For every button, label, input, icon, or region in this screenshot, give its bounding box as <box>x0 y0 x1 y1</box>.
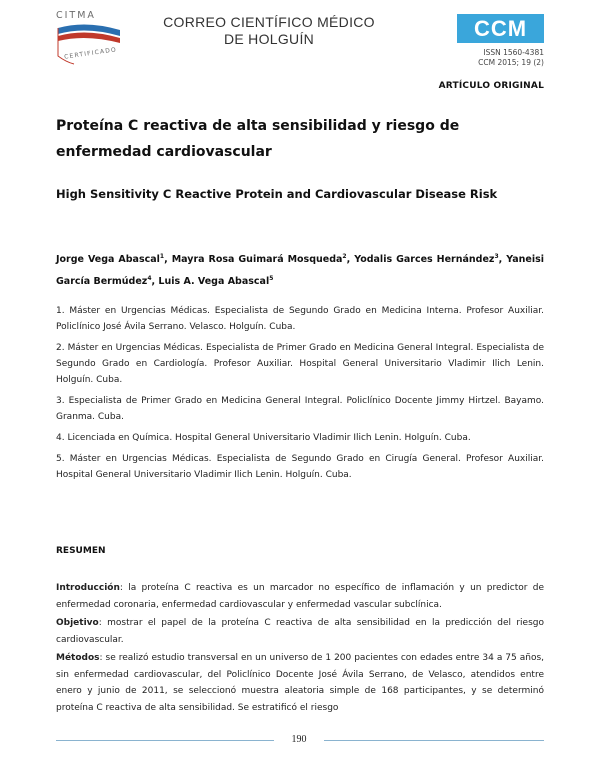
author-affiliation-marker: 5 <box>269 275 274 283</box>
abstract-body <box>56 580 544 718</box>
volume-text: CCM 2015; 19 (2) <box>478 57 544 67</box>
journal-title <box>150 14 388 48</box>
author-name: Jorge Vega Abascal <box>56 254 160 266</box>
affiliation-item: 4. Licenciada en Química. Hospital General Universitario Vladimir Ilich Lenin. Holguín. Cuba. <box>56 433 471 443</box>
logo-seal-text: CERTIFICADO <box>63 46 118 61</box>
affiliation-item: 5. Máster en Urgencias Médicas. Especialista de Segundo Grado en Cirugía General. Profesor Auxiliar. Hospital General Universitario Vladimir Ilich Lenin. Holguín. Cuba. <box>56 454 544 480</box>
affiliation-item: 2. Máster en Urgencias Médicas. Especialista de Primer Grado en Medicina General Integral. Especialista de Segundo Grado en Cardiología. Profesor Auxiliar. Hospital General Universitario Vladimir Ilich Lenin. Holguín. Cuba. <box>56 343 544 385</box>
citma-logo <box>52 10 124 66</box>
author-separator: , <box>164 254 172 266</box>
ccm-badge: CCM <box>457 14 544 43</box>
author-name: Yodalis Garces Hernández <box>354 254 495 266</box>
abstract-paragraph <box>56 580 544 613</box>
author-separator: , <box>498 254 507 266</box>
author-affiliation-marker: 1 <box>159 253 165 260</box>
logo-brand-text: CITMA <box>56 10 96 21</box>
author-separator: , <box>151 276 159 288</box>
affiliation-item: 3. Especialista de Primer Grado en Medicina General Integral. Policlínico Docente Jimmy Hirtzel. Bayamo. Granma. Cuba. <box>56 396 544 422</box>
abstract-section-label: Métodos <box>56 653 100 663</box>
abstract-section-label: Objetivo <box>56 618 99 628</box>
page-number: 190 <box>291 734 307 745</box>
abstract-section-label: Introducción <box>56 583 120 593</box>
journal-title-line1: CORREO CIENTÍFICO MÉDICO <box>163 14 375 30</box>
issn-block <box>440 48 544 67</box>
abstract-paragraph <box>56 615 544 648</box>
abstract-section-text: : se realizó estudio transversal en un universo de 1 200 pacientes con edades entre 34 a 75 años, sin enfermedad cardiovascular, del Policlínico Docente José Ávila Serrano, de Velasco, atendidos entre enero y junio de 2011, se seleccionó muestra aleatoria simple de 168 participantes, y se determinó proteína C reactiva de alta sensibilidad. Se estratificó el riesgo <box>56 653 544 713</box>
issn-text: ISSN 1560-4381 <box>483 48 544 57</box>
author-list <box>56 247 544 291</box>
footer-divider-right <box>324 740 544 741</box>
article-type: ARTÍCULO ORIGINAL <box>438 81 544 91</box>
abstract-section-text: : la proteína C reactiva es un marcador no específico de inflamación y un predictor de enfermedad coronaria, enfermedad cardiovascular y enfermedad vascular subclínica. <box>56 583 544 610</box>
affiliation-list <box>56 303 544 488</box>
author-name: Luis A. Vega Abascal <box>158 276 270 288</box>
author-name: Mayra Rosa Guimará Mosqueda <box>171 254 343 266</box>
author-affiliation-marker: 4 <box>147 275 152 283</box>
resumen-heading: RESUMEN <box>56 546 106 556</box>
journal-title-line2: DE HOLGUÍN <box>223 31 315 47</box>
author-affiliation-marker: 3 <box>494 253 499 260</box>
footer-divider-left <box>56 740 274 741</box>
title-english: High Sensitivity C Reactive Protein and Cardiovascular Disease Risk <box>56 187 498 201</box>
author-name: Yaneisi García Bermúdez <box>56 254 544 288</box>
title-spanish: Proteína C reactiva de alta sensibilidad y riesgo de enfermedad cardiovascular <box>56 118 460 160</box>
abstract-paragraph <box>56 650 544 716</box>
affiliation-item: 1. Máster en Urgencias Médicas. Especialista de Segundo Grado en Medicina Interna. Profesor Auxiliar. Policlínico José Ávila Serrano. Velasco. Holguín. Cuba. <box>56 306 544 332</box>
author-separator: , <box>346 254 355 266</box>
abstract-section-text: : mostrar el papel de la proteína C reactiva de alta sensibilidad en la predicción del riesgo cardiovascular. <box>56 618 544 645</box>
author-affiliation-marker: 2 <box>342 253 347 260</box>
